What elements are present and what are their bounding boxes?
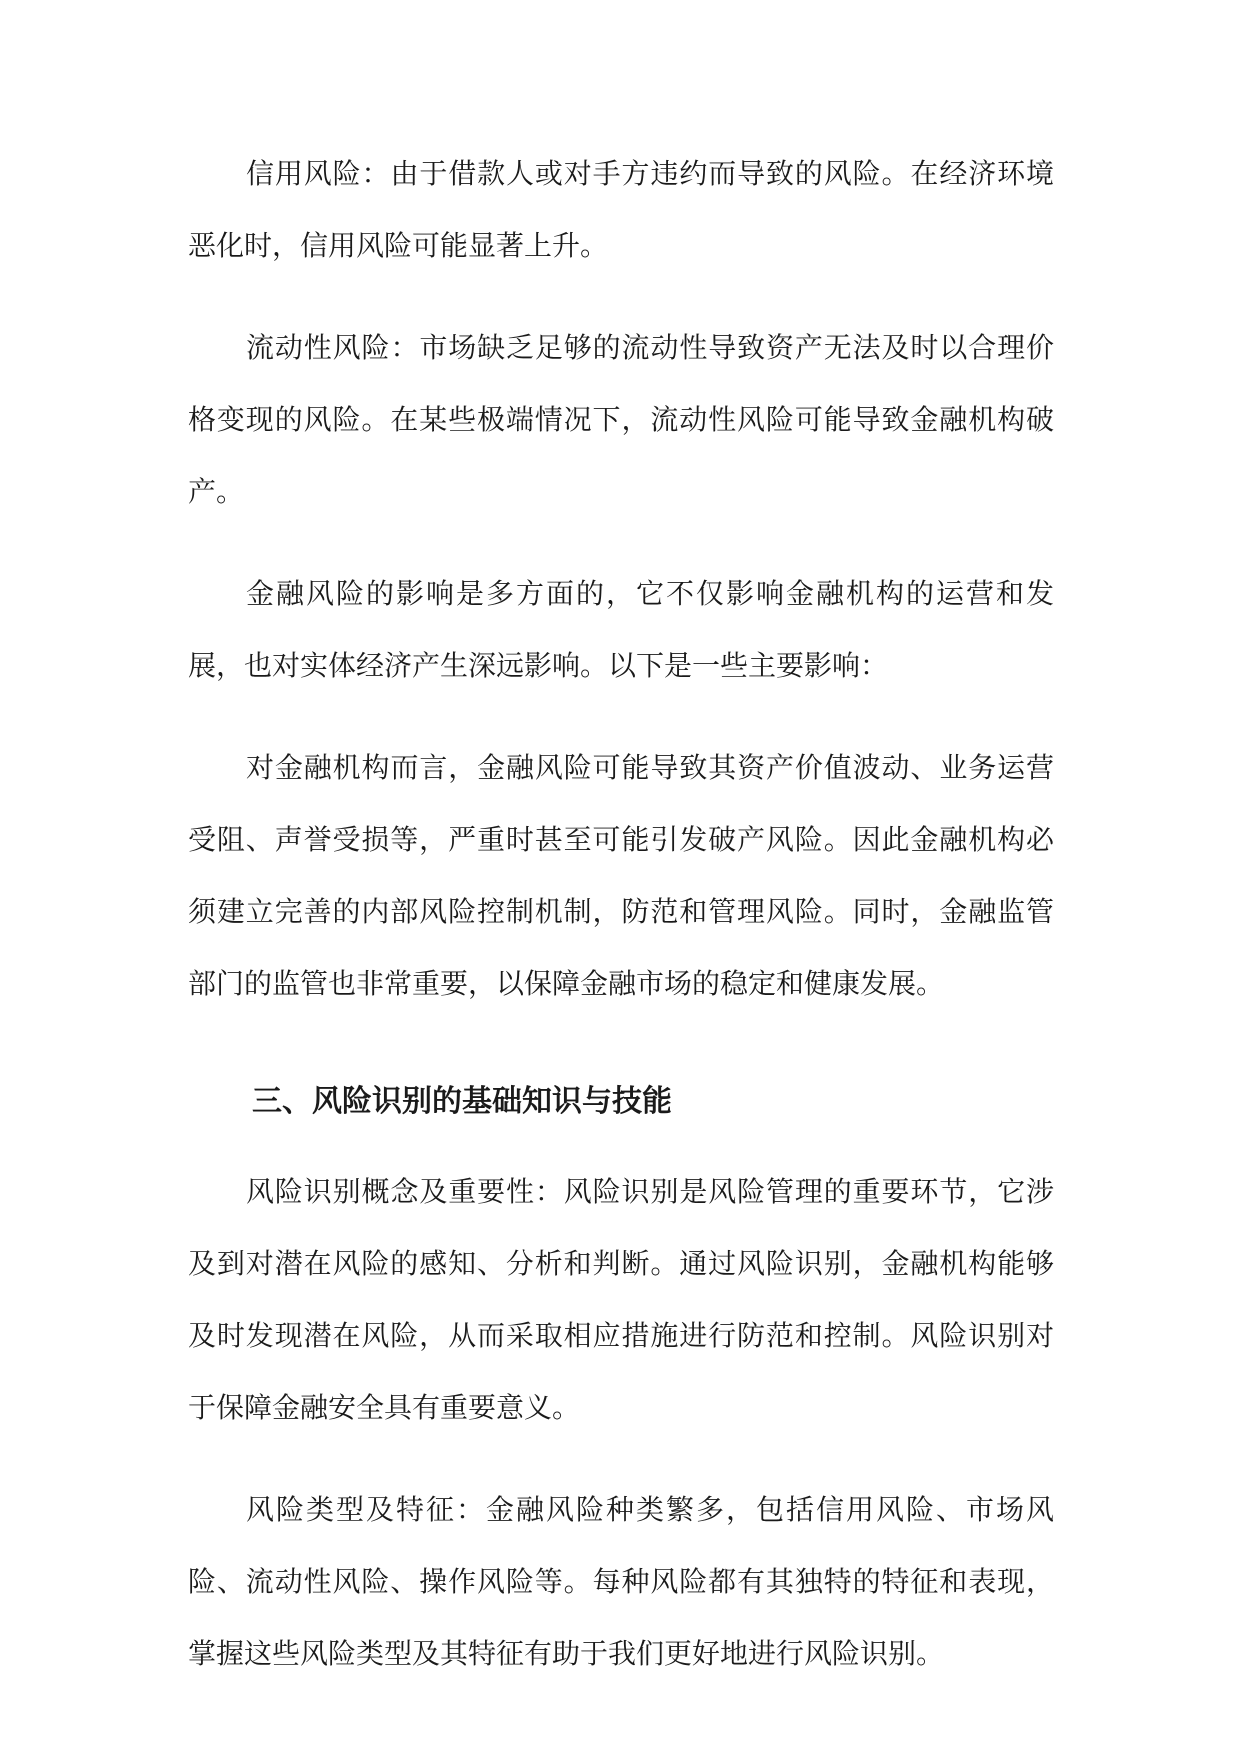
paragraph-risk-impact: 金融风险的影响是多方面的，它不仅影响金融机构的运营和发展，也对实体经济产生深远影响。以下是一些主要影响：: [188, 577, 1054, 682]
section-heading: 三、风险识别的基础知识与技能: [252, 1084, 672, 1119]
paragraph-risk-types: 风险类型及特征：金融风险种类繁多，包括信用风险、市场风险、流动性风险、操作风险等。每种风险都有其独特的特征和表现，掌握这些风险类型及其特征有助于我们更好地进行风险识别。: [188, 1493, 1054, 1670]
paragraph-liquidity-risk: 流动性风险：市场缺乏足够的流动性导致资产无法及时以合理价格变现的风险。在某些极端情况下，流动性风险可能导致金融机构破产。: [188, 331, 1054, 508]
paragraph-risk-identification: 风险识别概念及重要性：风险识别是风险管理的重要环节，它涉及到对潜在风险的感知、分析和判断。通过风险识别，金融机构能够及时发现潜在风险，从而采取相应措施进行防范和控制。风险识别对于保障金融安全具有重要意义。: [188, 1175, 1054, 1424]
paragraph-credit-risk: 信用风险：由于借款人或对手方违约而导致的风险。在经济环境恶化时，信用风险可能显著上升。: [188, 157, 1054, 262]
document-page: [188, 138, 1054, 1720]
paragraph-institution-impact: 对金融机构而言，金融风险可能导致其资产价值波动、业务运营受阻、声誉受损等，严重时甚至可能引发破产风险。因此金融机构必须建立完善的内部风险控制机制，防范和管理风险。同时，金融监管部门的监管也非常重要，以保障金融市场的稳定和健康发展。: [188, 751, 1054, 1000]
